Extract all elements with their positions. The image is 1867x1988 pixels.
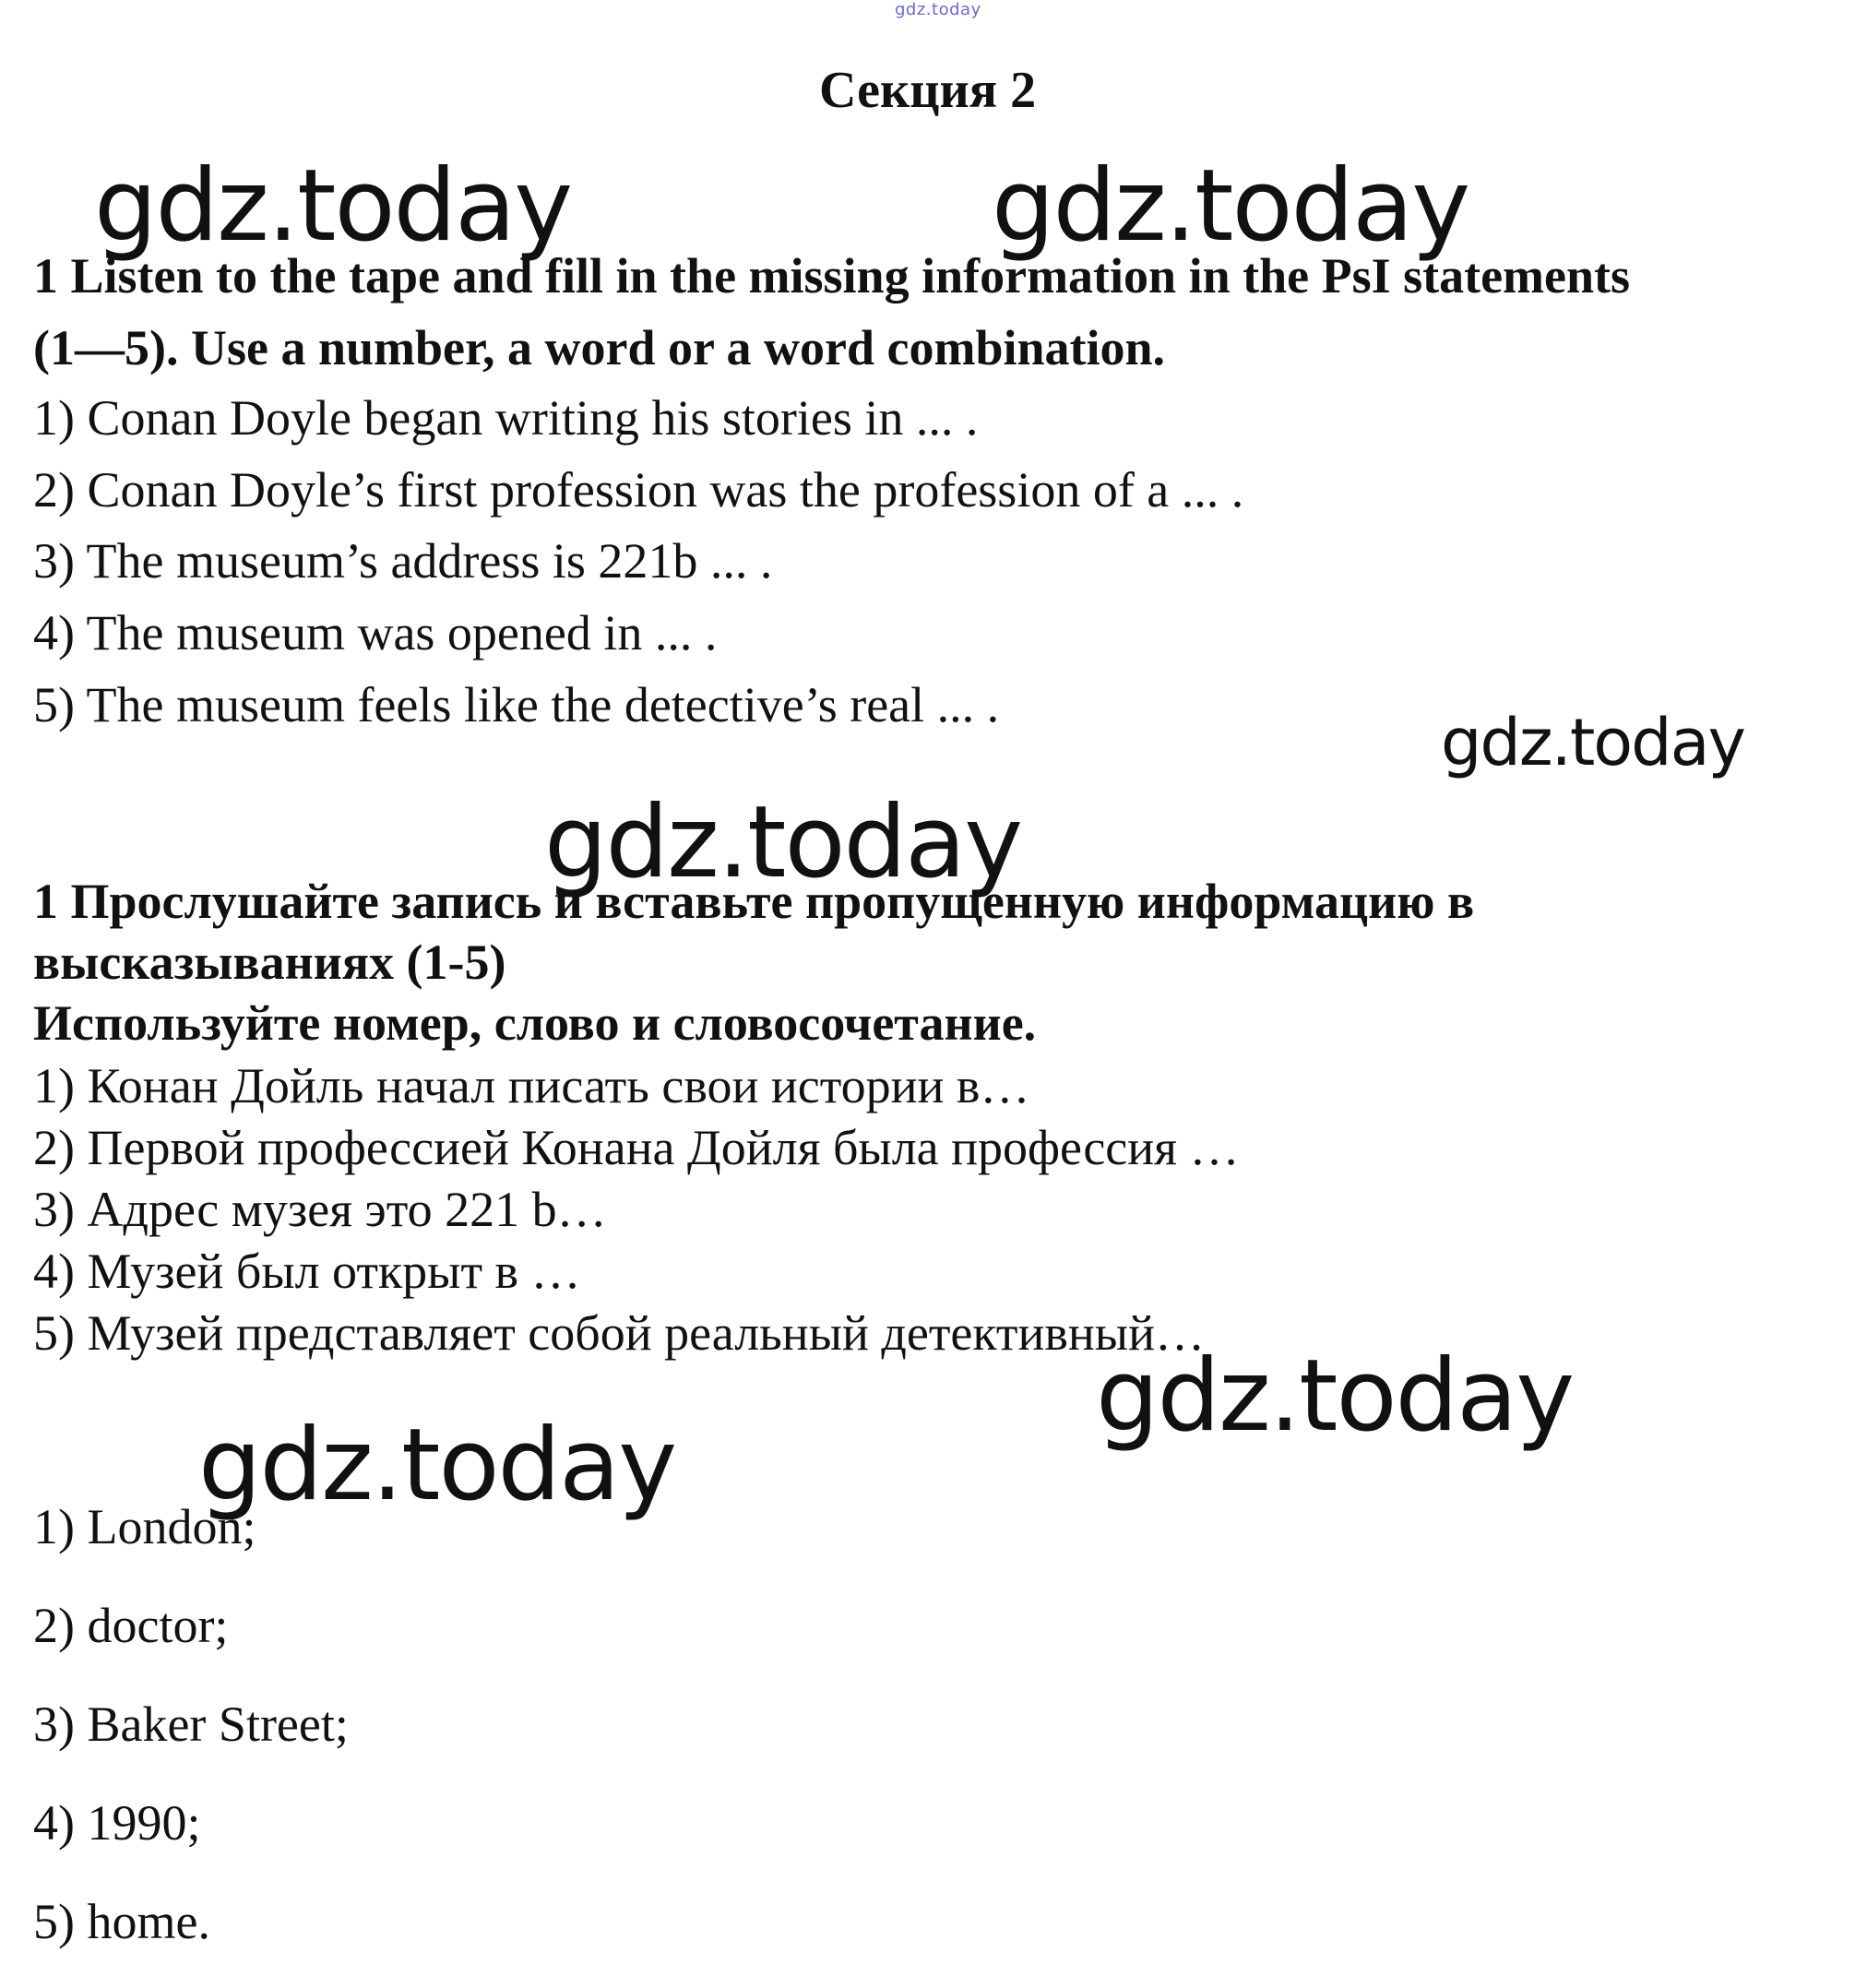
watermark: gdz.today — [1441, 705, 1744, 780]
site-mark: gdz.today — [895, 0, 981, 19]
russian-task-heading-line2: высказываниях (1-5) — [33, 934, 506, 990]
watermark: gdz.today — [544, 785, 1022, 900]
russian-task-item: 2) Первой профессией Конана Дойля была профессия … — [33, 1120, 1240, 1175]
english-task-item: 2) Conan Doyle’s first profession was the profession of a ... . — [33, 462, 1244, 518]
answer-item: 2) doctor; — [33, 1598, 229, 1653]
answer-item: 1) London; — [33, 1499, 256, 1554]
english-task-heading-line1: 1 Listen to the tape and fill in the missing information in the PsI statements — [33, 248, 1631, 304]
russian-task-item: 5) Музей представляет собой реальный детективный… — [33, 1305, 1205, 1361]
english-task-item: 4) The museum was opened in ... . — [33, 605, 718, 661]
english-task-item: 3) The museum’s address is 221b ... . — [33, 533, 773, 589]
russian-task-item: 3) Адрес музея это 221 b… — [33, 1182, 607, 1237]
russian-task-heading-line1: 1 Прослушайте запись и вставьте пропущенную информацию в — [33, 874, 1475, 929]
english-task-heading-line2: (1—5). Use a number, a word or a word combination. — [33, 320, 1166, 375]
watermark: gdz.today — [992, 149, 1469, 264]
russian-task-item: 1) Конан Дойль начал писать свои истории в… — [33, 1058, 1030, 1113]
section-title: Секция 2 — [819, 62, 1037, 119]
english-task-item: 1) Conan Doyle began writing his stories in ... . — [33, 390, 979, 446]
russian-task-item: 4) Музей был открыт в … — [33, 1244, 581, 1299]
russian-task-heading-line3: Используйте номер, слово и словосочетание. — [33, 995, 1037, 1051]
watermark: gdz.today — [94, 149, 572, 264]
watermark: gdz.today — [1096, 1339, 1574, 1454]
answer-item: 5) home. — [33, 1894, 210, 1949]
watermark: gdz.today — [198, 1408, 676, 1523]
answer-item: 4) 1990; — [33, 1795, 201, 1851]
english-task-item: 5) The museum feels like the detective’s real ... . — [33, 677, 1000, 732]
answer-item: 3) Baker Street; — [33, 1696, 349, 1752]
